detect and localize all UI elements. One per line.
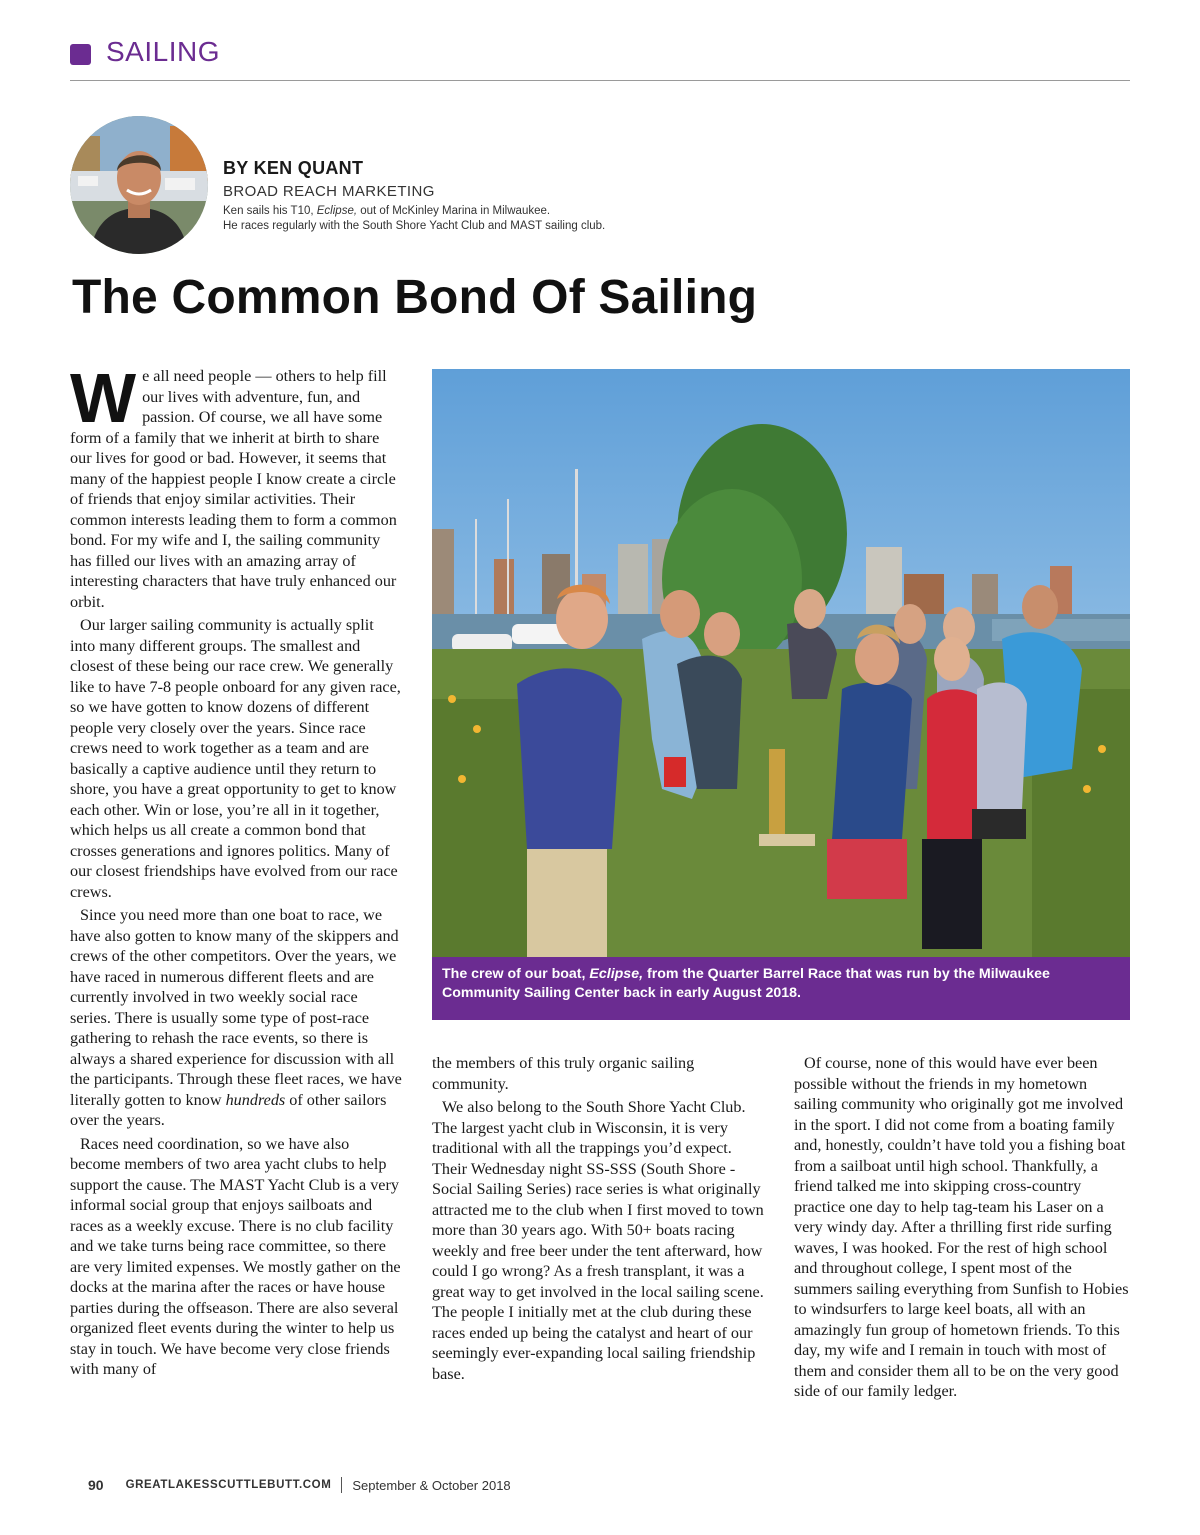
article-paragraph: the members of this truly organic sailing community.	[432, 1054, 695, 1093]
article-paragraph: We also belong to the South Shore Yacht Club. The largest yacht club in Wisconsin, it is very traditional with all the trappings you’d expect. Their Wednesday night SS-SSS (South Shore - Social Sailing Series) race series is what originally attracted me to the club when I first moved to town more than 30 years ago. With 50+ boats racing weekly and free beer under the tent afterward, how could I go wrong? As a fresh transplant, it was a great way to get involved in the local sailing scene. The people I initially met at the club during these races ended up being the catalyst and heart of our seemingly ever-expanding local sailing friendship base.	[432, 1098, 764, 1383]
author-bio	[223, 204, 605, 234]
article-paragraph	[70, 359, 402, 612]
author-bio-text: Ken sails his T10,	[223, 205, 317, 217]
paragraph-text: Since you need more than one boat to race, we have also gotten to know many of the skippers and crews of the other competitors. Over the years, we have raced in numerous different fleets and are currently involved in two weekly social race series. There is usually some type of post-race gathering to rehash the race events, so there is always a shared experience for discussion with all the participants. Through these fleet races, we have literally gotten to know	[70, 906, 402, 1109]
author-avatar	[70, 116, 208, 254]
author-bio-boat: Eclipse,	[316, 205, 358, 217]
author-portrait-illustration	[70, 116, 208, 254]
section-marker	[70, 44, 91, 65]
author-byline	[223, 158, 605, 234]
article-column-2	[432, 1053, 768, 1387]
site-name: GREATLAKESSCUTTLEBUTT.COM	[125, 1479, 332, 1491]
crew-photo-illustration	[432, 369, 1130, 957]
caption-boat: Eclipse,	[589, 966, 644, 982]
paragraph-emphasis: hundreds	[225, 1090, 286, 1109]
section-label: SAILING	[106, 36, 220, 67]
article-column-3	[794, 1053, 1130, 1405]
article-paragraph: Of course, none of this would have ever been possible without the friends in my hometown sailing community who originally got me involved in the sport. I did not come from a boating family and, honestly, couldn’t have told you a fishing boat from a sailboat until high school. Thankfully, a friend talked me into skipping cross-country practice one day to help tag-team his Laser on a very windy day. After a thrilling first ride surfing waves, I was hooked. For the rest of high school and throughout college, I spent most of the summers sailing everything from Sunfish to Hobies to windsurfers to large keel boats, all with an amazingly fun group of hometown friends. To this day, my wife and I remain in touch with most of them and consider them all to be on the very good side of our family ledger.	[794, 1054, 1129, 1400]
crew-photo	[432, 369, 1130, 957]
footer-divider	[341, 1477, 342, 1493]
header-divider	[70, 80, 1130, 81]
article-column-1	[70, 359, 402, 1383]
paragraph-text: of other sailors over the years.	[70, 1090, 387, 1129]
author-organization: BROAD REACH MARKETING	[223, 183, 435, 200]
author-bio-text: He races regularly with the South Shore Yacht Club and MAST sailing club.	[223, 220, 606, 232]
article-paragraph	[70, 905, 402, 1131]
drop-cap: W	[70, 359, 137, 437]
article-paragraph: Races need coordination, so we have also become members of two area yacht clubs to help support the cause. The MAST Yacht Club is a very informal social group that enjoys sailboats and races as a weekly excuse. There is no club facility and we take turns being race committee, so there are very limited expenses. We mostly gather on the docks at the marina after the races or have house parties during the offseason. There are also several organized fleet events during the winter to help us stay in touch. We have become very close friends with many of	[70, 1134, 401, 1378]
photo-caption	[432, 957, 1130, 1020]
caption-text: The crew of our boat,	[442, 966, 590, 982]
paragraph-text: e all need people — others to help fill our lives with adventure, fun, and passion. Of course, we all have some form of a family that we inherit at birth to share our lives for good or bad. However, it seems that many of the happiest people I know create a circle of friends that enjoy similar activities. Their common interests leading them to form a common bond. For my wife and I, the sailing community has filled our lives with an amazing array of interesting characters that have truly enhanced our orbit.	[70, 367, 397, 611]
article-title: The Common Bond Of Sailing	[72, 271, 758, 324]
page-number: 90	[88, 1477, 104, 1493]
author-name: BY KEN QUANT	[223, 158, 364, 178]
issue-date: September & October 2018	[352, 1477, 511, 1493]
author-bio-text: out of McKinley Marina in Milwaukee.	[357, 205, 551, 217]
caption-text: from the Quarter Barrel Race that was run by the Milwaukee Community Sailing Center back in early August 2018.	[442, 966, 1050, 1001]
page-footer	[88, 1477, 511, 1493]
article-paragraph: Our larger sailing community is actually split into many different groups. The smallest and closest of these being our race crew. We generally like to have 7-8 people onboard for any given race, so we have gotten to know dozens of different people very closely over the years. Since race crews need to work together as a team and are basically a captive audience until they return to shore, you have a great opportunity to get to know each other. Win or lose, you’re all in it together, which helps us all create a common bond that crosses generations and ignores politics. Many of our closest friendships have evolved from our race crews.	[70, 616, 401, 901]
